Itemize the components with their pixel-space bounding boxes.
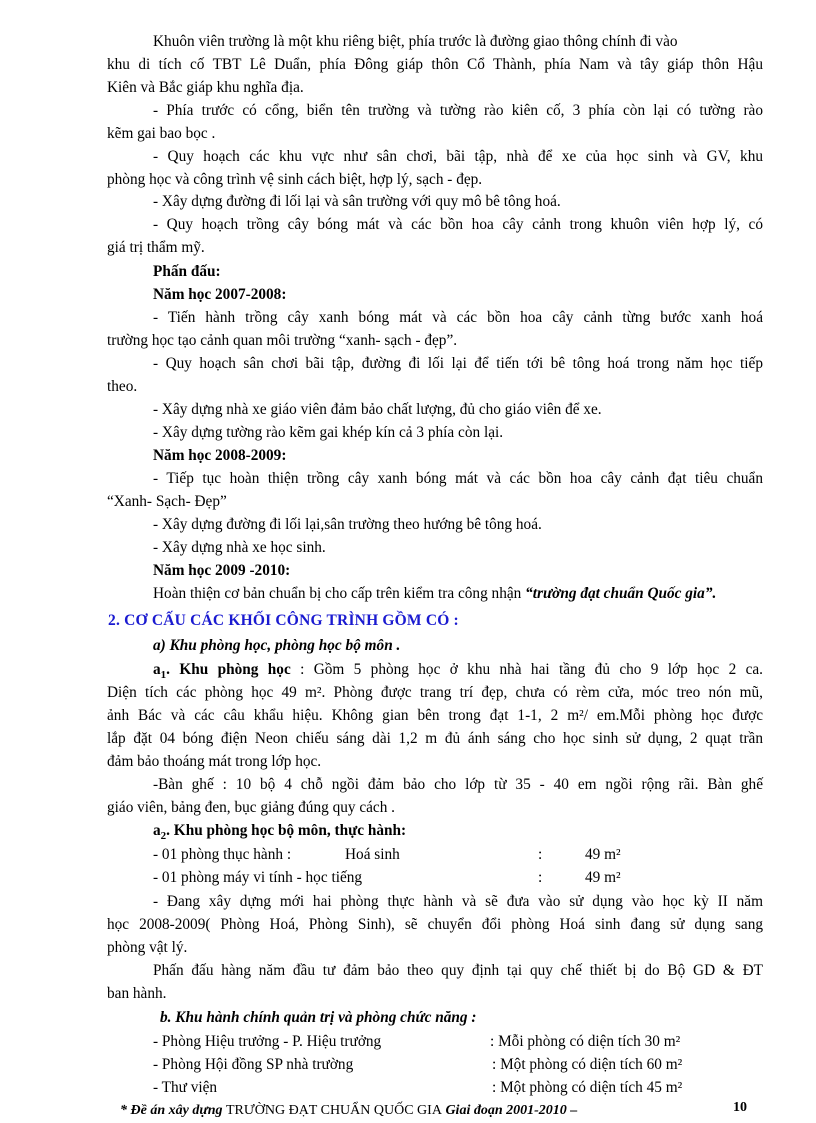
paragraph-line: giáo viên, bảng đen, bục giảng đúng quy cách . [107,799,396,816]
paragraph-line: giá trị thẩm mỹ. [107,239,205,256]
colon: : [538,869,543,886]
footer-line-1: * Đề án xây dựng TRƯỜNG ĐẠT CHUẨN QUỐC GIA Giai đoạn 2001-2010 – [120,1103,578,1118]
paragraph-line: - Quy hoạch trồng cây bóng mát và các bồn hoa cây cảnh trong khuôn viên hợp lý, có [153,216,763,233]
room-name: - 01 phòng máy vi tính - học tiếng [153,869,363,886]
colon: : [538,846,543,863]
paragraph-line: đảm bảo thoáng mát trong lớp học. [107,753,322,770]
paragraph-line: -Bàn ghế : 10 bộ 4 chỗ ngồi đảm bảo cho lớp từ 35 - 40 em ngồi rộng rãi. Bàn ghế [153,776,763,793]
paragraph-line: - Tiếp tục hoàn thiện trồng cây xanh bóng mát và các bồn hoa cây cảnh đạt tiêu chuẩn [153,470,763,487]
paragraph-line: Kiên và Bắc giáp khu nghĩa địa. [107,79,304,96]
subheading: $a_2$. Khu phòng học bộ môn, thực hành: [153,822,407,843]
room-name: - Phòng Hiệu trưởng - P. Hiệu trưởng [153,1033,382,1050]
room-name: - Phòng Hội đồng SP nhà trường [153,1056,354,1073]
room-desc: : Một phòng có diện tích 45 m² [492,1079,683,1096]
paragraph-line: Phấn đấu hàng năm đầu tư đảm bảo theo quy định tại quy chế thiết bị do Bộ GD & ĐT [153,962,763,979]
paragraph-line: kẽm gai bao bọc . [107,125,216,142]
section-heading: 2. CƠ CẤU CÁC KHỐI CÔNG TRÌNH GỒM CÓ : [108,612,459,629]
room-name: - Thư viện [153,1079,218,1096]
paragraph-line: - Quy hoạch các khu vực như sân chơi, bãi tập, nhà để xe của học sinh và GV, khu [153,148,763,165]
room-desc: : Một phòng có diện tích 60 m² [492,1056,683,1073]
paragraph-line: - Xây dựng tường rào kẽm gai khép kín cả 3 phía còn lại. [153,424,504,441]
room-area: 49 m² [585,846,621,863]
paragraph-line: - Xây dựng đường đi lối lại,sân trường theo hướng bê tông hoá. [153,516,542,533]
subheading: Năm học 2009 -2010: [153,562,291,579]
paragraph-line: phòng học và công trình vệ sinh cách biệt, hợp lý, sạch - đẹp. [107,171,483,188]
paragraph-line: học 2008-2009( Phòng Hoá, Phòng Sinh), sẽ chuyển đổi phòng Hoá sinh đang sử dụng sang [107,916,763,933]
paragraph-line: Diện tích các phòng học 49 m². Phòng được trang trí đẹp, chưa có rèm cửa, móc treo nón mũ, [107,684,763,701]
paragraph-line: - Xây dựng đường đi lối lại và sân trường với quy mô bê tông hoá. [153,193,561,210]
subheading: Năm học 2008-2009: [153,447,287,464]
paragraph-line: trường học tạo cảnh quan môi trường “xanh- sạch - đẹp”. [107,332,458,349]
paragraph-line: - Quy hoạch sân chơi bãi tập, đường đi lối lại để tiến tới bê tông hoá trong năm học tiếp [153,355,763,372]
subsection-heading: b. Khu hành chính quản trị và phòng chức năng : [160,1009,477,1026]
subheading: Phấn đấu: [153,263,221,280]
paragraph-line: ban hành. [107,985,167,1002]
page-number: 10 [733,1100,747,1115]
paragraph-line: Khuôn viên trường là một khu riêng biệt, phía trước là đường giao thông chính đi vào [153,33,678,50]
paragraph-line: - Đang xây dựng mới hai phòng thực hành và sẽ đưa vào sử dụng vào học kỳ II năm [153,893,763,910]
paragraph-line: $a_1$. Khu phòng học : Gồm 5 phòng học ở khu nhà hai tầng đủ cho 9 lớp học 2 ca. [153,661,763,682]
paragraph-line: phòng vật lý. [107,939,188,956]
room-desc: : Mỗi phòng có diện tích 30 m² [490,1033,681,1050]
paragraph-line: - Tiến hành trồng cây xanh bóng mát và các bồn hoa cây cảnh từng bước xanh hoá [153,309,763,326]
paragraph-line: khu di tích cố TBT Lê Duẩn, phía Đông giáp thôn Cổ Thành, phía Nam và tây giáp thôn Hậu [107,56,763,73]
room-name: - 01 phòng thục hành : [153,846,292,863]
subsection-heading: a) Khu phòng học, phòng học bộ môn . [153,637,401,654]
paragraph-line: ảnh Bác và các câu khẩu hiệu. Không gian bên trong đạt 1-1, 2 m²/ em.Mỗi phòng học được [107,707,763,724]
paragraph-line: theo. [107,378,138,395]
paragraph-line: “Xanh- Sạch- Đẹp” [107,493,227,510]
room-desc: Hoá sinh [345,846,400,863]
room-area: 49 m² [585,869,621,886]
subheading: Năm học 2007-2008: [153,286,287,303]
paragraph-line: - Xây dựng nhà xe học sinh. [153,539,326,556]
paragraph-line: - Phía trước có cổng, biển tên trường và tường rào kiên cố, 3 phía còn lại có tường rào [153,102,763,119]
paragraph-line: lắp đặt 04 bóng điện Neon chiếu sáng dài 1,2 m đủ ánh sáng cho học sinh sử dụng, 2 quạt trần [107,730,763,747]
paragraph-line: Hoàn thiện cơ bản chuẩn bị cho cấp trên kiểm tra công nhận “trường đạt chuẩn Quốc gia”. [153,585,717,602]
paragraph-line: - Xây dựng nhà xe giáo viên đảm bảo chất lượng, đủ cho giáo viên để xe. [153,401,602,418]
